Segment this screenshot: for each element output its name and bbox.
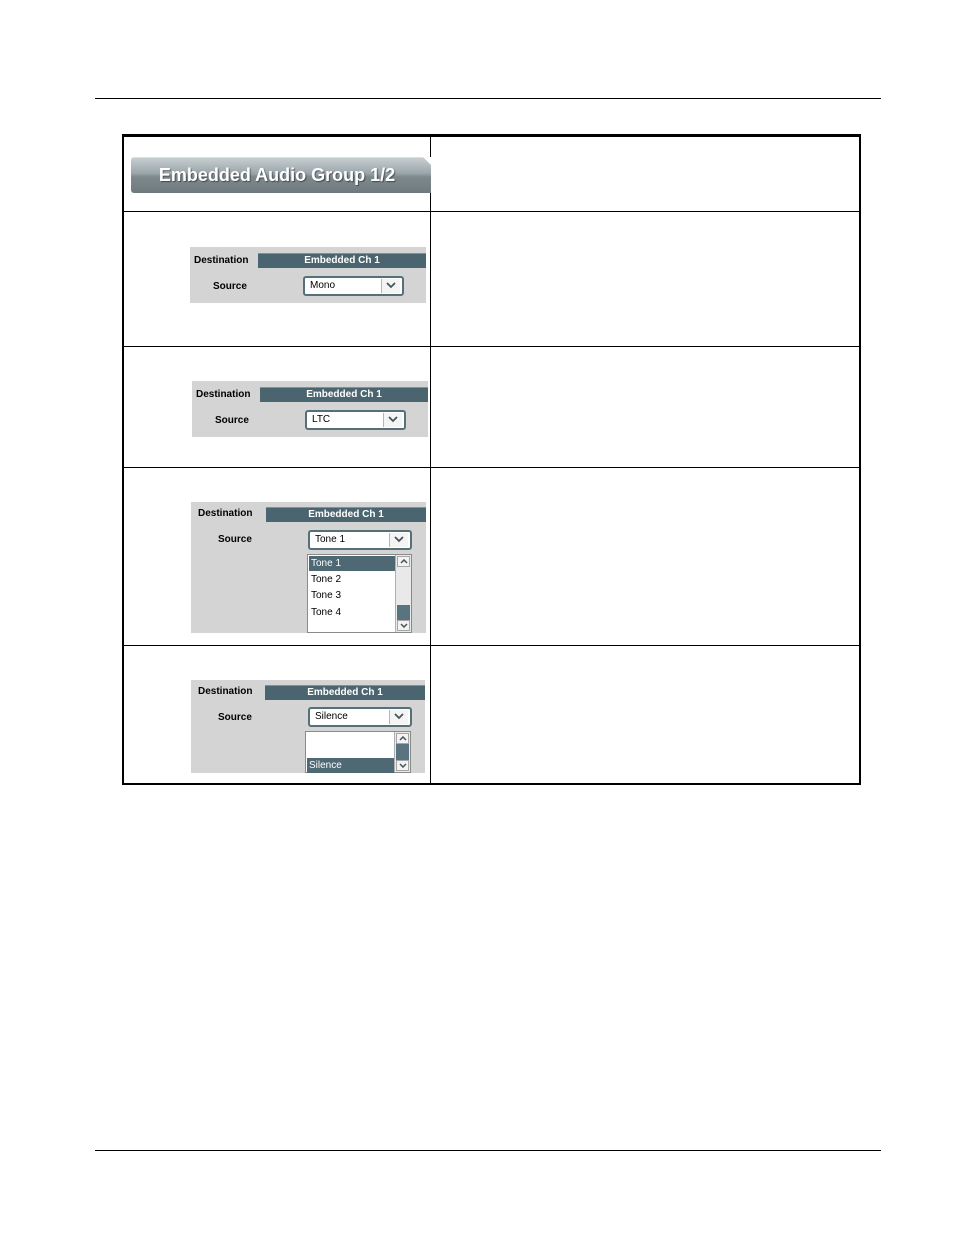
control-cell [123, 136, 431, 212]
scroll-thumb[interactable] [396, 744, 409, 760]
source-select[interactable] [305, 410, 406, 430]
source-select[interactable] [308, 530, 412, 550]
table-row [123, 136, 860, 212]
dropdown-button[interactable] [389, 533, 408, 547]
destination-label: Destination [194, 255, 249, 266]
list-item[interactable]: Tone 2 [311, 574, 342, 585]
source-label: Source [218, 712, 252, 723]
scroll-down-button[interactable] [396, 760, 409, 771]
scrollbar[interactable] [395, 555, 411, 632]
audio-routing-table [122, 134, 861, 785]
table-row [123, 347, 860, 468]
footer-rule [95, 1150, 881, 1151]
control-cell [123, 212, 431, 347]
destination-label: Destination [196, 389, 251, 400]
destination-value: Embedded Ch 1 [258, 253, 426, 268]
list-item[interactable]: Tone 4 [311, 607, 342, 618]
list-item[interactable]: Tone 3 [311, 590, 342, 601]
source-select[interactable] [308, 707, 412, 727]
table-row [123, 646, 860, 784]
dropdown-button[interactable] [381, 279, 400, 293]
arrow-down-icon [399, 763, 407, 768]
control-panel [190, 247, 426, 303]
source-label: Source [213, 281, 247, 292]
control-cell [123, 347, 431, 468]
source-label: Source [215, 415, 249, 426]
control-panel [192, 381, 428, 437]
list-item[interactable]: Silence [307, 758, 394, 773]
destination-value: Embedded Ch 1 [266, 507, 426, 522]
arrow-up-icon [400, 559, 408, 564]
description-cell [431, 136, 861, 212]
chevron-down-icon [394, 536, 404, 543]
description-cell [431, 646, 861, 784]
source-options-list[interactable] [307, 554, 412, 633]
description-cell [431, 212, 861, 347]
dropdown-button[interactable] [383, 413, 402, 427]
destination-label: Destination [198, 686, 253, 697]
table-row [123, 468, 860, 646]
control-cell [123, 646, 431, 784]
source-select[interactable] [303, 276, 404, 296]
description-cell [431, 468, 861, 646]
source-options-list[interactable] [305, 731, 411, 773]
arrow-up-icon [399, 736, 407, 741]
arrow-down-icon [400, 623, 408, 628]
source-select-value: Mono [310, 280, 336, 291]
control-panel [191, 680, 425, 773]
dropdown-button[interactable] [389, 710, 408, 724]
destination-value: Embedded Ch 1 [260, 387, 428, 402]
destination-value: Embedded Ch 1 [265, 685, 425, 700]
source-select-value: Tone 1 [315, 534, 346, 545]
scroll-down-button[interactable] [397, 620, 410, 631]
control-cell [123, 468, 431, 646]
control-panel [191, 502, 426, 633]
chevron-down-icon [386, 282, 396, 289]
source-select-value: LTC [312, 414, 331, 425]
source-label: Source [218, 534, 252, 545]
description-cell [431, 347, 861, 468]
chevron-down-icon [394, 713, 404, 720]
source-select-value: Silence [315, 711, 348, 722]
destination-label: Destination [198, 508, 253, 519]
list-item[interactable]: Tone 1 [309, 556, 395, 571]
chevron-down-icon [388, 416, 398, 423]
header-rule [95, 98, 881, 99]
scroll-up-button[interactable] [397, 556, 410, 567]
group-tab-label: Embedded Audio Group 1/2 [158, 165, 396, 185]
table-row [123, 212, 860, 347]
scrollbar[interactable] [394, 732, 410, 772]
scroll-up-button[interactable] [396, 733, 409, 744]
group-tab[interactable] [131, 157, 431, 193]
